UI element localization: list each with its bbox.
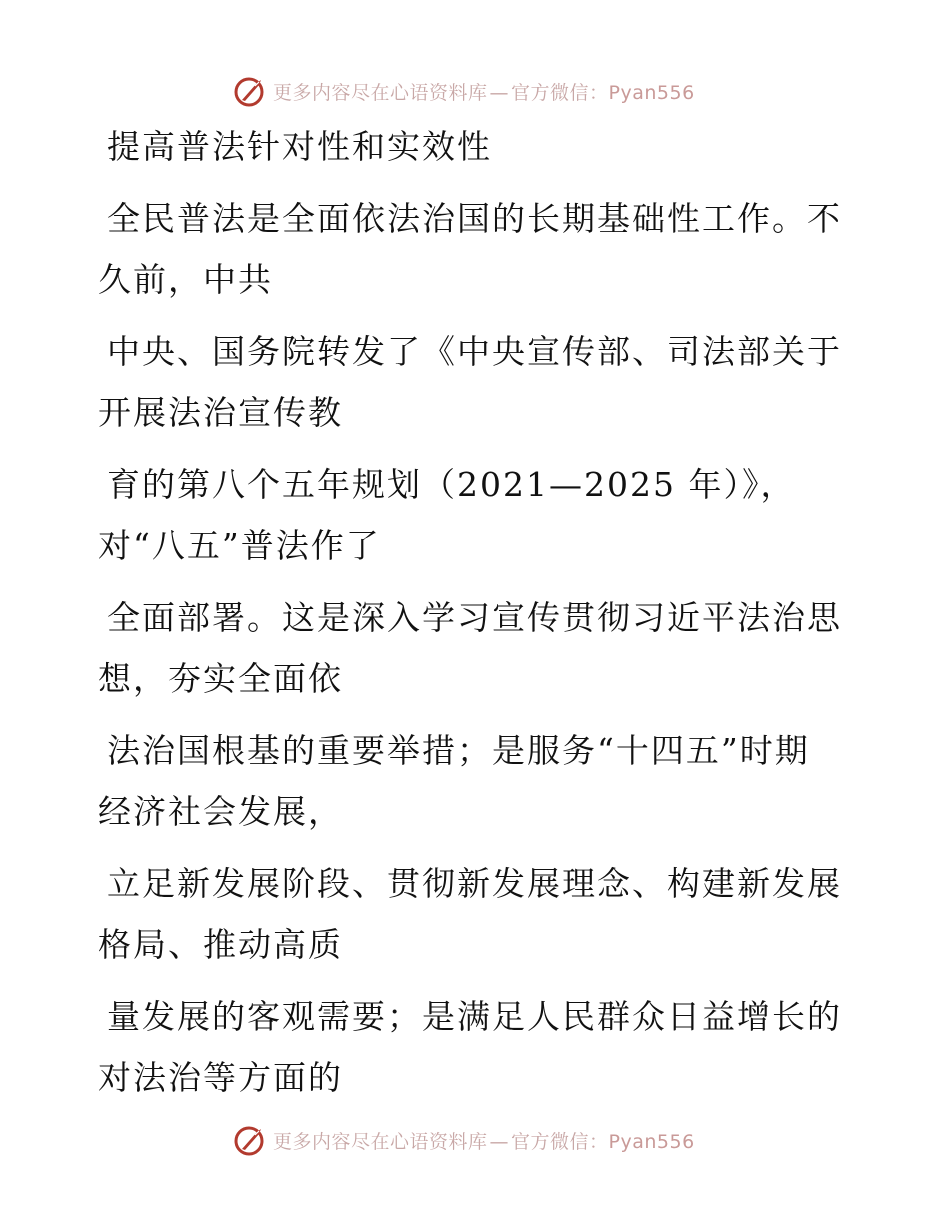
watermark-banner-bottom — [0, 1120, 950, 1160]
quill-logo-icon — [233, 74, 267, 108]
watermark-banner-top — [0, 71, 950, 111]
body-line: 经济社会发展， — [98, 792, 343, 831]
body-line: 格局、推动高质 — [98, 925, 343, 964]
body-line: 全民普法是全面依法治国的长期基础性工作。不 — [107, 199, 842, 238]
watermark-text: 更多内容尽在心语资料库 — 官方微信：Pyan556 — [273, 1130, 695, 1153]
body-line: 想，夯实全面依 — [98, 659, 343, 698]
body-line: 对法治等方面的 — [98, 1058, 343, 1097]
body-line: 育的第八个五年规划（2021—2025 年）》， — [107, 465, 796, 504]
body-line: 中央、国务院转发了《中央宣传部、司法部关于 — [107, 332, 842, 371]
watermark-text: 更多内容尽在心语资料库 — 官方微信：Pyan556 — [273, 81, 695, 104]
body-line: 法治国根基的重要举措；是服务“十四五”时期 — [107, 731, 810, 770]
quill-logo-icon — [233, 1123, 267, 1157]
body-line: 全面部署。这是深入学习宣传贯彻习近平法治思 — [107, 598, 842, 637]
document-title: 提高普法针对性和实效性 — [107, 127, 492, 166]
body-line: 久前，中共 — [98, 260, 273, 299]
body-line: 量发展的客观需要；是满足人民群众日益增长的 — [107, 997, 842, 1036]
body-line: 开展法治宣传教 — [98, 393, 343, 432]
body-line: 立足新发展阶段、贯彻新发展理念、构建新发展 — [107, 864, 842, 903]
body-line: 对“八五”普法作了 — [98, 526, 381, 565]
